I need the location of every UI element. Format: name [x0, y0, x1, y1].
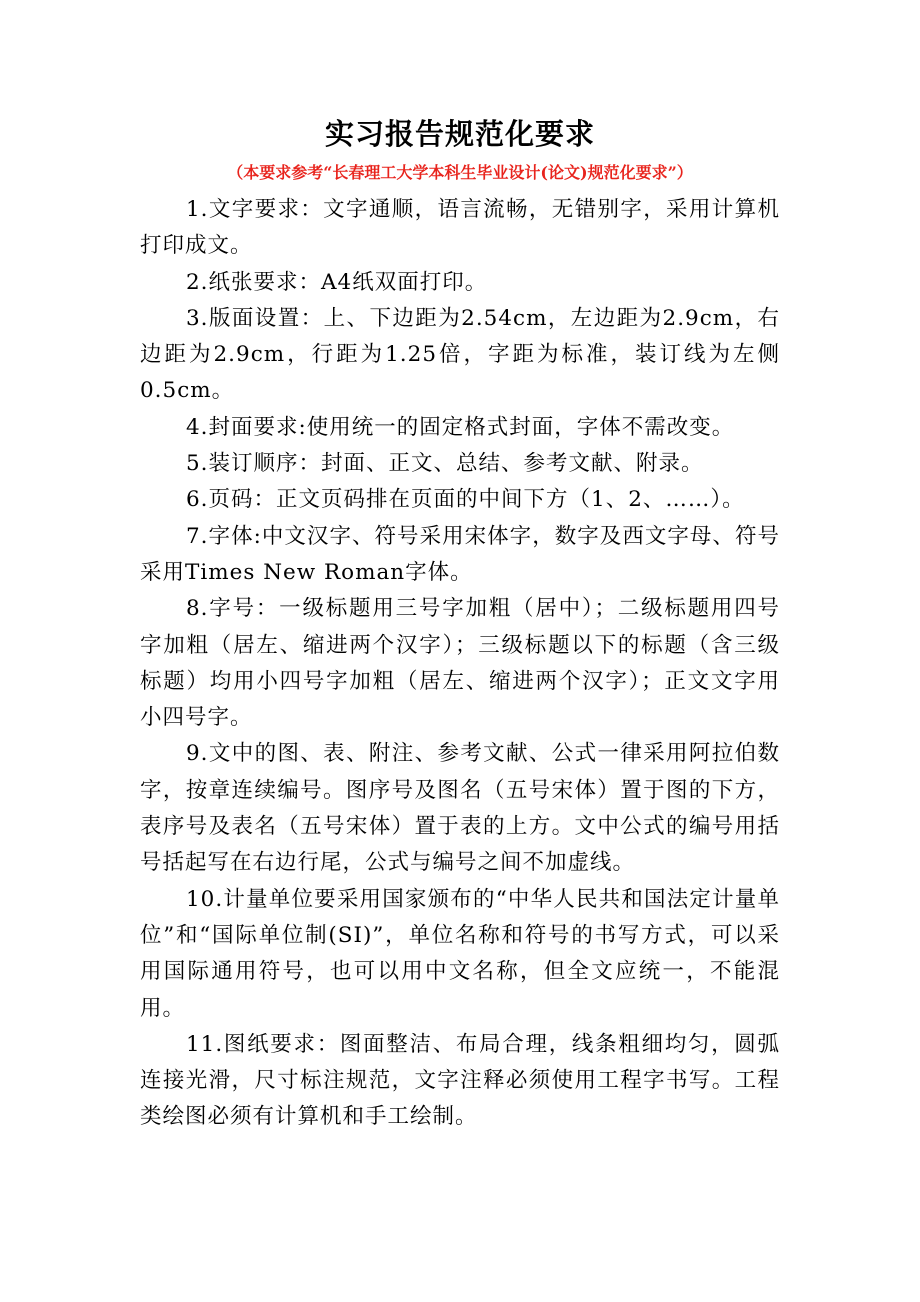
document-subtitle: （本要求参考“长春理工大学本科生毕业设计(论文)规范化要求”）: [227, 163, 693, 182]
rule-paragraph-8: 8.字号：一级标题用三号字加粗（居中）；二级标题用四号字加粗（居左、缩进两个汉字）；三级标题以下的标题（含三级标题）均用小四号字加粗（居左、缩进两个汉字）；正文文字用小四号字。: [140, 596, 780, 731]
rule-paragraph-6: 6.页码：正文页码排在页面的中间下方（1、2、……）。: [186, 487, 745, 513]
rule-paragraph-4: 4.封面要求:使用统一的固定格式封面，字体不需改变。: [186, 414, 735, 440]
rule-paragraph-5: 5.装订顺序：封面、正文、总结、参考文献、附录。: [186, 451, 704, 477]
rule-paragraph-1: 1.文字要求：文字通顺，语言流畅，无错别字，采用计算机打印成文。: [140, 197, 780, 259]
rule-paragraph-11: 11.图纸要求：图面整洁、布局合理，线条粗细均匀，圆弧连接光滑，尺寸标注规范，文字注释必须使用工程字书写。工程类绘图必须有计算机和手工绘制。: [140, 1031, 780, 1130]
rule-paragraph-2: 2.纸张要求：A4纸双面打印。: [186, 269, 488, 295]
document-title: 实习报告规范化要求: [324, 117, 595, 151]
rule-paragraph-3: 3.版面设置：上、下边距为2.54cm，左边距为2.9cm，右边距为2.9cm，行距为1.25倍，字距为标准，装订线为左侧0.5cm。: [140, 305, 780, 404]
document-page: [140, 112, 780, 1136]
rule-paragraph-9: 9.文中的图、表、附注、参考文献、公式一律采用阿拉伯数字，按章连续编号。图序号及图名（五号宋体）置于图的下方，表序号及表名（五号宋体）置于表的上方。文中公式的编号用括号括起写在右边行尾，公式与编号之间不加虚线。: [140, 741, 780, 876]
rule-paragraph-10: 10.计量单位要采用国家颁布的“中华人民共和国法定计量单位”和“国际单位制(SI)”，单位名称和符号的书写方式，可以采用国际通用符号，也可以用中文名称，但全文应统一，不能混用。: [140, 886, 780, 1021]
rule-paragraph-7: 7.字体:中文汉字、符号采用宋体字，数字及西文字母、符号采用Times New Roman字体。: [140, 523, 780, 585]
